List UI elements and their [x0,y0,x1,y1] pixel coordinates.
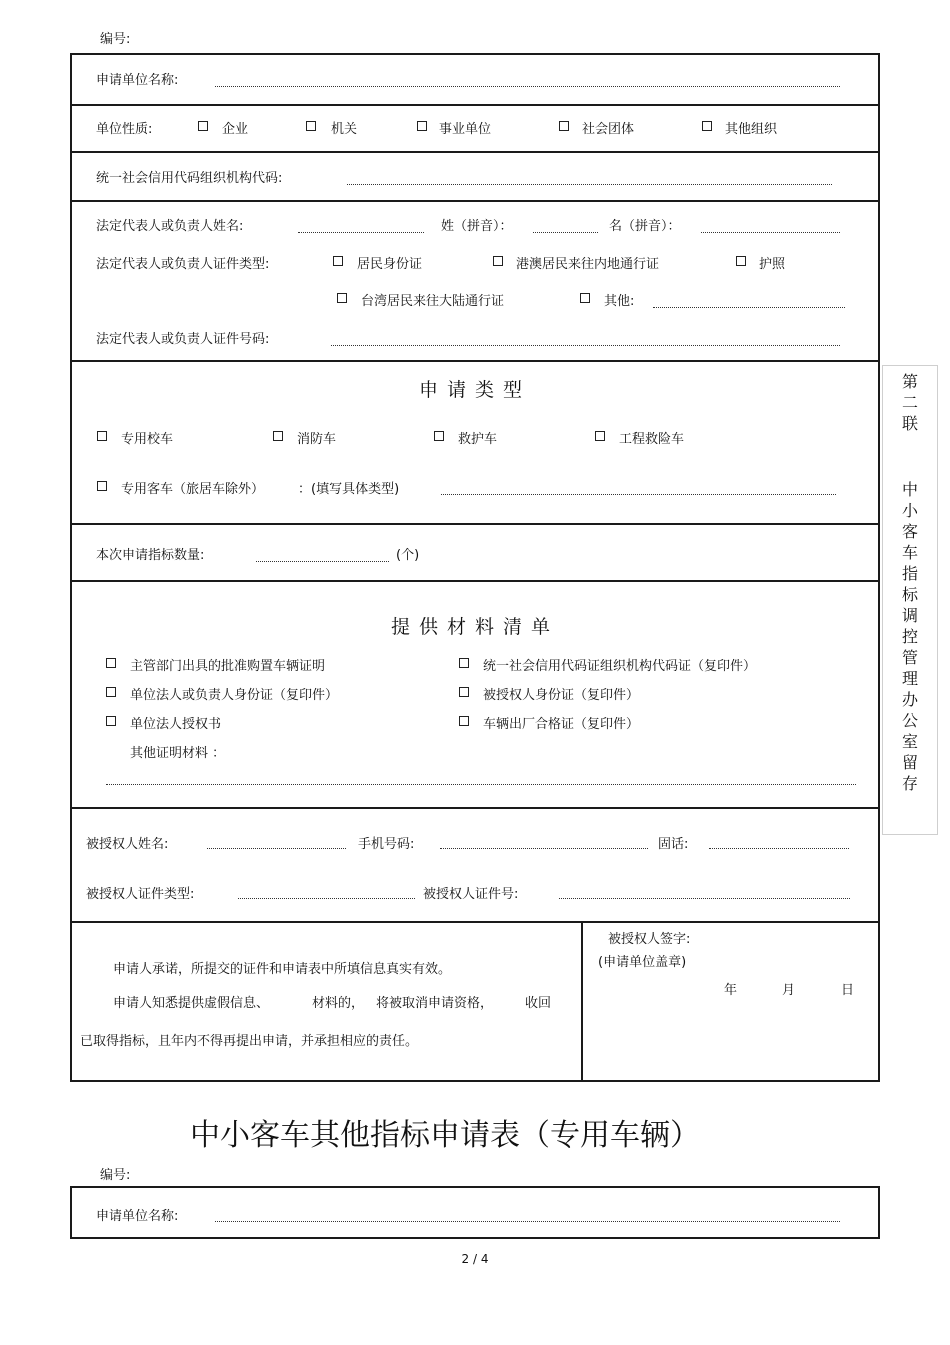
side-copy-note [882,365,938,835]
seal-label: (申请单位盖章) [598,955,687,970]
next-form-applicant-unit-label: 申请单位名称: [96,1209,179,1224]
legal-rep-name-label: 法定代表人或负责人姓名: [96,219,244,234]
side-note-keeper: 中 小 客 车 指 标 调 控 管 理 办 公 室 留 存 [901,480,918,793]
unit-nature-checkbox-government[interactable] [306,121,316,131]
app-type-checkbox-ambulance[interactable] [434,431,444,441]
row-divider [70,104,880,106]
app-type-other-option: 专用客车（旅居车除外） [121,482,265,497]
authorized-landline-field[interactable] [709,848,849,849]
authorized-name-field[interactable] [207,848,346,849]
app-type-other-hint: ：(填写具体类型) [298,482,400,497]
legal-rep-given-name-label: 名（拼音）： [609,219,681,234]
legal-rep-id-type-label: 法定代表人或负责人证件类型: [96,257,270,272]
app-type-option: 救护车 [458,432,498,447]
material-checkbox-credit-code-certificate[interactable] [459,658,469,668]
unit-nature-option: 机关 [331,122,358,137]
legal-rep-given-name-field[interactable] [701,232,840,233]
column-divider [581,921,583,1081]
other-materials-label: 其他证明材料 ： [130,746,226,761]
signature-year: 年 [724,983,738,998]
unit-nature-checkbox-enterprise[interactable] [198,121,208,131]
id-type-checkbox-passport[interactable] [736,256,746,266]
next-form-number-label: 编号: [100,1168,131,1183]
authorized-name-label: 被授权人姓名: [86,837,169,852]
material-checkbox-vehicle-certificate[interactable] [459,716,469,726]
id-type-checkbox-resident-id[interactable] [333,256,343,266]
credit-code-label: 统一社会信用代码组织机构代码: [96,171,283,186]
next-form-title: 中小客车其他指标申请表（专用车辆） [190,1118,700,1153]
declaration-line-2d: 收回 [525,996,552,1011]
material-item: 主管部门出具的批准购置车辆证明 [130,659,326,674]
row-divider [70,580,880,582]
row-divider [70,921,880,923]
app-type-specific-field[interactable] [441,494,836,495]
signature-day: 日 [841,983,855,998]
material-item: 单位法人或负责人身份证（复印件） [130,688,339,703]
page-indicator: 2 / 4 [461,1252,489,1266]
authorized-id-type-field[interactable] [238,898,415,899]
app-type-checkbox-rescue-vehicle[interactable] [595,431,605,441]
material-item: 车辆出厂合格证（复印件） [483,717,640,732]
form-number-label: 编号: [100,32,131,47]
authorized-id-type-label: 被授权人证件类型: [86,887,195,902]
app-type-checkbox-school-bus[interactable] [97,431,107,441]
unit-nature-checkbox-other[interactable] [702,121,712,131]
authorized-landline-label: 固话: [658,837,689,852]
id-type-option: 护照 [759,257,786,272]
id-type-checkbox-hk-macau-permit[interactable] [493,256,503,266]
authorized-id-number-field[interactable] [559,898,850,899]
quantity-unit: (个) [396,548,420,563]
declaration-line-2c: 将被取消申请资格， [376,996,494,1011]
unit-nature-label: 单位性质: [96,122,153,137]
declaration-line-1: 申请人承诺，所提交的证件和申请表中所填信息真实有效。 [113,962,452,977]
unit-nature-checkbox-social-group[interactable] [559,121,569,131]
unit-nature-option: 事业单位 [439,122,492,137]
app-type-checkbox-fire-truck[interactable] [273,431,283,441]
app-type-checkbox-special-bus[interactable] [97,481,107,491]
material-item: 统一社会信用代码证组织机构代码证（复印件） [483,659,757,674]
id-type-option: 其他: [604,294,635,309]
material-checkbox-purchase-approval[interactable] [106,658,116,668]
declaration-line-2b: 材料的， [312,996,365,1011]
app-type-option: 工程救险车 [619,432,685,447]
unit-nature-option: 企业 [222,122,249,137]
row-divider [70,807,880,809]
legal-rep-id-number-field[interactable] [331,345,840,346]
other-materials-field[interactable] [106,784,856,785]
legal-rep-surname-field[interactable] [533,232,598,233]
material-checkbox-authorized-person-id[interactable] [459,687,469,697]
row-divider [70,523,880,525]
declaration-line-3: 已取得指标，且年内不得再提出申请，并承担相应的责任。 [80,1034,419,1049]
legal-rep-name-field[interactable] [298,232,424,233]
authorized-id-number-label: 被授权人证件号: [423,887,519,902]
id-type-option: 居民身份证 [357,257,423,272]
app-type-option: 消防车 [297,432,337,447]
next-form-border [70,1186,880,1239]
id-type-option: 台湾居民来往大陆通行证 [361,294,505,309]
id-type-other-field[interactable] [653,307,845,308]
declaration-line-2a: 申请人知悉提供虚假信息、 [113,996,270,1011]
material-item: 被授权人身份证（复印件） [483,688,640,703]
row-divider [70,200,880,202]
id-type-option: 港澳居民来往内地通行证 [516,257,660,272]
application-type-heading: 申请类型 [418,379,531,401]
materials-heading: 提供材料清单 [390,616,559,638]
quantity-label: 本次申请指标数量: [96,548,205,563]
side-note-copy: 第 二 联 [901,372,918,433]
applicant-unit-field[interactable] [215,86,840,87]
row-divider [70,151,880,153]
id-type-checkbox-other[interactable] [580,293,590,303]
unit-nature-option: 社会团体 [582,122,635,137]
next-form-applicant-unit-field[interactable] [215,1221,840,1222]
material-item: 单位法人授权书 [130,717,222,732]
form-outer-border [70,53,880,1082]
id-type-checkbox-taiwan-permit[interactable] [337,293,347,303]
material-checkbox-authorization-letter[interactable] [106,716,116,726]
row-divider [70,360,880,362]
authorized-phone-field[interactable] [440,848,648,849]
app-type-option: 专用校车 [121,432,174,447]
quantity-field[interactable] [256,561,389,562]
authorized-phone-label: 手机号码: [358,837,415,852]
signature-month: 月 [782,983,796,998]
material-checkbox-legal-rep-id[interactable] [106,687,116,697]
unit-nature-checkbox-institution[interactable] [417,121,427,131]
unit-nature-option: 其他组织 [725,122,778,137]
applicant-unit-label: 申请单位名称: [96,73,179,88]
legal-rep-id-number-label: 法定代表人或负责人证件号码: [96,332,270,347]
legal-rep-surname-label: 姓（拼音）： [441,219,513,234]
signature-label: 被授权人签字: [608,932,691,947]
credit-code-field[interactable] [347,184,832,185]
